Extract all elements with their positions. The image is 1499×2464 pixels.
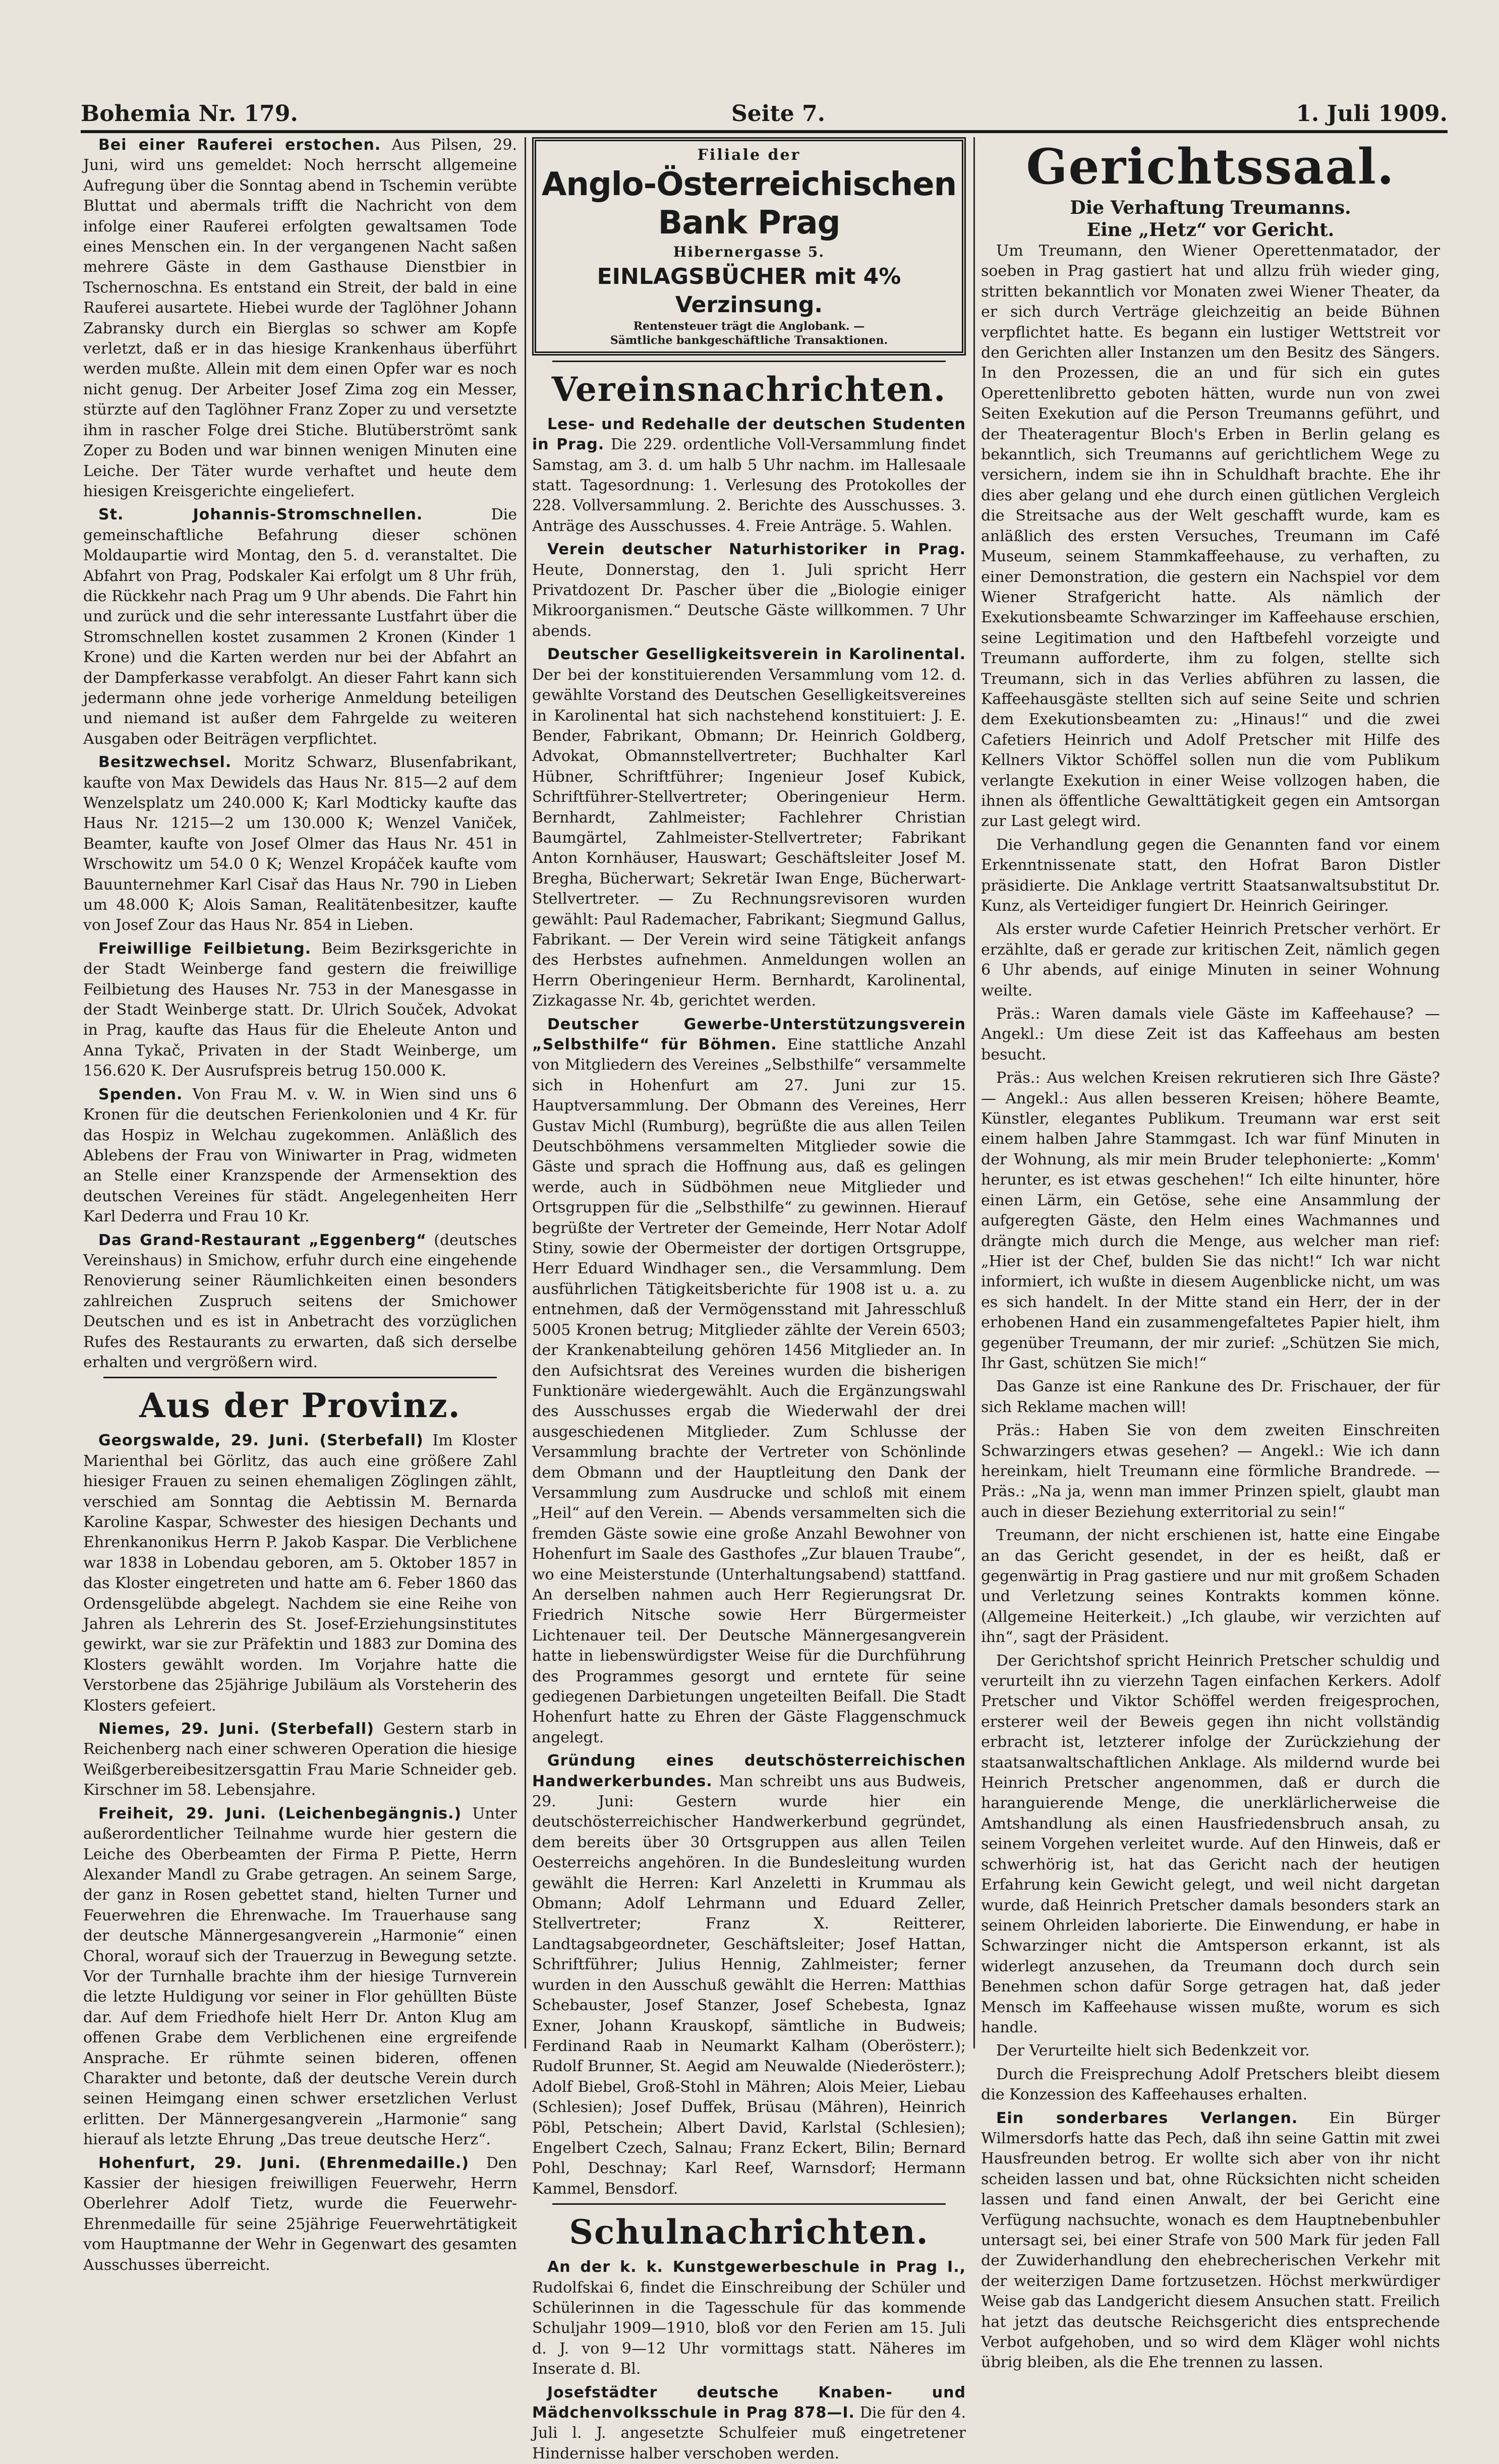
article-text: Präs.: Aus welchen Kreisen rekrutieren sich Ihre Gäste? — Angekl.: Aus allen besseren Kreisen; höhere Beamte, Künstler, elegantes Publikum. Treumann war erst seit einem halben Jahre Stammgast. Ich war fünf Minuten in der Wohnung, als mir mein Bruder telephonierte: „Komm' herunter, es ist etwas geschehen!“ Ich eilte hinunter, höre einen Lärm, ein Getöse, sehe eine Ansammlung der aufgeregten Gäste, den Helm eines Wachmannes und drängte mich durch die Menge, aus welcher man rief: „Hier ist der Chef, bulden Sie das nicht!“ Ich war nicht informiert, ich wußte in diesem Augenblicke nicht, um was es sich handelt. In der Mitte stand ein Herr, der in der erhobenen Hand ein zusammengefaltetes Papier hielt, ihm gegenüber Treumann, der mir zurief: „Schützen Sie mich, Ihr Gast, schützen Sie mich!“ xyxy=(981,1069,1440,1372)
article-heading: Niemes, 29. Juni. (Sterbefall) xyxy=(98,1720,374,1738)
article-heading: Hohenfurt, 29. Juni. (Ehrenmedaille.) xyxy=(98,2154,470,2172)
article-text: Die für den 4. Juli l. J. angesetzte Schulfeier muß eingetretener Hindernisse halber verschoben werden. xyxy=(532,2404,966,2462)
article-paragraph xyxy=(83,1431,517,1716)
article-paragraph xyxy=(981,1651,1440,2038)
ad-note: Rentensteuer trägt die Anglobank. — xyxy=(633,319,865,333)
article-text: Von Frau M. v. W. in Wien sind uns 6 Kronen für die deutschen Ferienkolonien und 4 Kr. für das Hospiz in Welchau zugekommen. Anläßlich des Ablebens der Frau von Winiwarter in Prag, widmeten an Stelle einer Kranzspende der Armensektion des deutschen Vereines für städt. Angelegenheiten Herr Karl Dederra und Frau 10 Kr. xyxy=(83,1085,517,1226)
article-text: Als erster wurde Cafetier Heinrich Pretscher verhört. Er erzählte, daß er gerade zur kritischen Zeit, nämlich gegen 6 Uhr abends, auf einige Minuten in seiner Wohnung weilte. xyxy=(981,920,1440,1000)
article-headline: Die Verhaftung Treumanns. xyxy=(1070,197,1351,218)
section-title-gerichtssaal: Gerichtssaal. xyxy=(1026,138,1395,195)
article-text: Den Kassier der hiesigen freiwilligen Feuerwehr, Herrn Oberlehrer Adolf Tietz, wurde die Feuerwehr-Ehrenmedaille für seine 25jährige Feuerwehrtätigkeit vom Hauptmanne der Wehr in Gegenwart des gesamten Ausschusses überreicht. xyxy=(83,2154,517,2274)
article-paragraph xyxy=(532,1751,966,2199)
article-paragraph xyxy=(83,1230,517,1373)
article-text: Präs.: Waren damals viele Gäste im Kaffeehause? — Angekl.: Um diese Zeit ist das Kaffeehaus am besten besucht. xyxy=(981,1005,1440,1064)
article-paragraph xyxy=(532,1015,966,1748)
article-text: Präs.: Haben Sie von dem zweiten Einschreiten Schwarzingers etwas gesehen? — Angekl.: Wie ich dann hereinkam, hielt Treumann eine förmliche Brandrede. — Präs.: „Na ja, wenn man immer Prinzen spielt, glaubt man auch in dieser Beziehung exterritorial zu sein!“ xyxy=(981,1422,1440,1521)
article-paragraph xyxy=(532,2257,966,2379)
article-heading: Deutscher Geselligkeitsverein in Karolinental. xyxy=(547,646,966,664)
article-text: Der Gerichtshof spricht Heinrich Pretscher schuldig und verurteilt ihn zu vierzehn Tagen einfachen Kerkers. Adolf Pretscher und Viktor Schöffel werden freigesprochen, ersterer weil der Beweis gegen ihn nicht vollständig erbracht ist, letzterer infolge der Zurückziehung der staatsanwaltschaftlichen Anklage. Als mildernd wurde bei Heinrich Pretscher angenommen, daß er durch die haranguierende Menge, die unerklärlicherweise die Amtshandlung als einen Hausfriedensbruch ansah, zu seinem Vorgehen verleitet wurde. Auf den Hinweis, daß er schwerhörig ist, hat das Gericht nach der heutigen Erfahrung kein Gewicht gelegt, und weil nicht dargetan wurde, daß Heinrich Pretscher damals besonders stark an seinem Ohrleiden laborierte. Die Einwendung, er habe in Schwarzinger nicht die Amtsperson erkannt, ist als widerlegt anzusehen, da Treumann doch durch sein Benehmen schon dafür Sorge getragen hat, daß jeder Mensch im Kaffeehause wissen mußte, worum es sich handle. xyxy=(981,1652,1440,2036)
article-text: Man schreibt uns aus Budweis, 29. Juni: Gestern wurde hier ein deutschösterreichischer Handwerkerbund gegründet, dem bereits über 30 Ortsgruppen aus allen Teilen Oesterreichs angehören. In die Bundesleitung wurden gewählt die Herren: Karl Anzeletti in Krummau als Obmann; Adolf Lehrmann und Eduard Zeller, Stellvertreter; Franz X. Reitterer, Landtagsabgeordneter, Geschäftsleiter; Josef Hattan, Schriftführer; Julius Hennig, Zahlmeister; ferner wurden in den Ausschuß gewählt die Herren: Matthias Schebauster, Josef Stanzer, Josef Schebesta, Ignaz Exner, Johann Krauskopf, sämtliche in Budweis; Ferdinand Raab in Neumarkt Kalham (Oberösterr.); Rudolf Brunner, St. Aegid am Neuwalde (Niederösterr.); Adolf Biebel, Groß-Stohl in Mähren; Alois Meier, Liebau (Schlesien); Josef Duffek, Brüsau (Mähren), Heinrich Pöbl, Petschein; Albert David, Karlstal (Schlesien); Engelbert Czech, Salnau; Franz Eckert, Bilin; Bernard Pohl, Deschnay; Karl Reef, Warnsdorf; Hermann Kammel, Bensdorf. xyxy=(532,1772,966,2198)
article-heading: Lese- und Redehalle der deutschen Studenten in Prag. xyxy=(532,415,966,454)
column-3 xyxy=(981,135,1440,2372)
article-heading: Freiwillige Feilbietung. xyxy=(98,940,312,958)
article-text: Die gemeinschaftliche Befahrung dieser schönen Moldaupartie wird Montag, den 5. d. veranstaltet. Die Abfahrt von Prag, Podskaler Kai erfolgt um 8 Uhr früh, die Rückkehr nach Prag um 9 Uhr abends. Die Fahrt hin und zurück und die sehr interessante Lustfahrt über die Stromschnellen kostet zusammen 2 Kronen (Kinder 1 Krone) und die Karten werden nur bei der Abfahrt an der Dampferkasse verabfolgt. An dieser Fahrt kann sich jedermann ohne jede vorherige Anmeldung beteiligen und niemand ist außer dem Fahrgelde zu weiteren Ausgaben oder Beiträgen verpflichtet. xyxy=(83,506,517,748)
column-2-body xyxy=(532,361,966,2464)
article-text: Der Verurteilte hielt sich Bedenkzeit vor. xyxy=(996,2042,1310,2060)
article-text: Moritz Schwarz, Blusenfabrikant, kaufte von Max Dewidels das Haus Nr. 815—2 auf dem Wenzelsplatz um 240.000 K; Karl Modticky kaufte das Haus Nr. 1215—2 um 130.000 K; Wenzel Vaniček, Beamter, kaufte von Josef Olmer das Haus Nr. 451 in Wrschowitz um 54.0 0 K; Wenzel Kropáček kaufte vom Bauunternehmer Karl Cisař das Haus Nr. 790 in Lieben um 48.000 K; Alois Saman, Realitätenbesitzer, kaufte von Josef Zour das Haus Nr. 854 in Lieben. xyxy=(83,753,517,934)
article-text: Beim Bezirksgerichte in der Stadt Weinberge fand gestern die freiwillige Feilbietung des Hauses Nr. 753 in der Manesgasse in der Stadt Weinberge statt. Dr. Ulrich Souček, Advokat in Prag, kaufte das Haus für die Eheleute Anton und Anna Tykač, Privaten in der Stadt Weinberge, um 156.620 K. Der Ausrufspreis betrug 150.000 K. xyxy=(83,940,517,1080)
ad-address: Hibernergasse 5. xyxy=(673,244,825,261)
article-text: Durch die Freisprechung Adolf Pretschers bleibt diesem die Konzession des Kaffeehauses erhalten. xyxy=(981,2065,1440,2104)
article-text: Der bei der konstituierenden Versammlung vom 12. d. gewählte Vorstand des Deutschen Geselligkeitsvereines in Karolinental hat sich nachstehend konstituiert: J. E. Bender, Fabrikant, Obmann; Dr. Heinrich Goldberg, Advokat, Obmannstellvertreter; Buchhalter Karl Hübner, Schriftführer; Ingenieur Josef Kubick, Schriftführer-Stellvertreter; Oberingenieur Herm. Bernhardt, Zahlmeister; Fachlehrer Christian Baumgärtel, Zahlmeister-Stellvertreter; Fabrikant Anton Kornhäuser, Hauswart; Geschäftsleiter Josef M. Bregha, Bücherwart; Sekretär Iwan Enge, Bücherwart-Stellvertreter. — Zu Rechnungsrevisoren wurden gewählt: Paul Rademacher, Fabrikant; Siegmund Gallus, Fabrikant. — Der Verein wird seine Tätigkeit anfangs des Herbstes aufnehmen. Anmeldungen wollen an Herrn Oberingenieur Herm. Bernhardt, Karolinental, Zizkagasse Nr. 4b, gerichtet werden. xyxy=(532,666,966,1010)
article-text: Treumann, der nicht erschienen ist, hatte eine Eingabe an das Gericht gesendet, in der es heißt, daß er gegenwärtig in Prag gastiere und nur mit großem Schaden und Verletzung seines Kontrakts kommen könne. (Allgemeine Heiterkeit.) „Ich glaube, wir verzichten auf ihn“, sagt der Präsident. xyxy=(981,1527,1440,1647)
article-paragraph xyxy=(83,1804,517,2150)
article-heading: Bei einer Rauferei erstochen. xyxy=(98,136,381,154)
page-number: Seite 7. xyxy=(731,101,826,127)
article-paragraph xyxy=(981,835,1440,917)
article-text: Rudolfskai 6, findet die Einschreibung der Schüler und Schülerinnen in die Tagesschule für das kommende Schuljahr 1909—1910, bloß vor den Ferien am 15. Juli d. J. von 9—12 Uhr vormittags statt. Näheres im Inserate d. Bl. xyxy=(532,2278,966,2378)
article-text: Die 229. ordentliche Voll-Versammlung findet Samstag, am 3. d. um halb 5 Uhr nachm. im Hallesaale statt. Tagesordnung: 1. Verlesung des Protokolles der 228. Vollversammlung. 2. Berichte des Ausschusses. 3. Anträge des Ausschusses. 4. Freie Anträge. 5. Wahlen. xyxy=(532,436,966,535)
column-rule xyxy=(973,137,975,2048)
article-paragraph xyxy=(981,2065,1440,2105)
section-rule xyxy=(103,1377,497,1378)
ad-note: Sämtliche bankgeschäftliche Transaktionen. xyxy=(610,333,888,347)
article-text: Ein Bürger Wilmersdorfs hatte das Pech, daß ihn seine Gattin mit zwei Hausfreunden betrog. Er wollte sich aber von ihr nicht scheiden lassen und bat, ohne Rücksichten nicht scheiden lassen und fand einen Anwalt, der bei Gericht eine Verfügung nachsuchte, wonach es dem Hauptnebenbuhler untersagt sei, bei einer Strafe von 500 Mark für jeden Fall der Zuwiderhandlung den ehebrecherischen Verkehr mit der weiterzigen Dame fortzusetzen. Höchst merkwürdiger Weise gab das Landgericht diesem Ansuchen statt. Freilich hat jetzt das deutsche Reichsgericht dies entsprechende Verbot aufgehoben, und so wird dem Kläger wohl nichts übrig bleiben, als die Ehe trennen zu lassen. xyxy=(981,2109,1440,2372)
article-heading: Spenden. xyxy=(98,1085,183,1103)
article-paragraph xyxy=(981,2041,1440,2061)
section-rule xyxy=(552,361,946,362)
article-paragraph xyxy=(532,644,966,1011)
article-heading: Ein sonderbares Verlangen. xyxy=(996,2109,1298,2127)
article-text: Heute, Donnerstag, den 1. Juli spricht Herr Privatdozent Dr. Pascher über die „Biologie einiger Mikroorganismen.“ Deutsche Gäste willkommen. 7 Uhr abends. xyxy=(532,561,966,640)
section-rule xyxy=(552,2203,946,2205)
section-title: Vereinsnachrichten. xyxy=(551,369,947,409)
article-heading: Gründung eines deutschösterreichischen Handwerkerbundes. xyxy=(532,1752,966,1790)
article-paragraph xyxy=(981,2108,1440,2373)
article-paragraph xyxy=(981,1421,1440,1522)
column-2 xyxy=(532,135,966,2462)
article-paragraph xyxy=(981,1068,1440,1374)
issue-date: 1. Juli 1909. xyxy=(1296,101,1448,127)
article-text: Um Treumann, den Wiener Operettenmatador, der soeben in Prag gastiert hat und allzu früh wieder ging, stritten bekanntlich vor Monaten zwei Wiener Theater, da er sich durch Verträge gleichzeitig an beide Bühnen verpflichtet hatte. Es begann ein lustiger Wettstreit vor den Gerichten aller Instanzen um den Besitz des Sängers. In den Prozessen, die an und für sich ein gutes Operettenlibretto geboten hätten, wurde nun von zwei Seiten Exekution auf die Person Treumanns geführt, und der Theateragentur Bloch's Erben in Berlin gelang es bekanntlich, sich Treumanns auf gerichtlichem Wege zu versichern, indem sie ihn in Schuldhaft brachte. Ehe ihr dies aber gelang und ehe durch einen gütlichen Vergleich die Streitsache aus der Welt geschafft wurde, kam es anläßlich des ersten Versuches, Treumann im Café Museum, seinem Stammkaffeehause, zu verhaften, zu einer Demonstration, die gestern ein Nachspiel vor dem Wiener Strafgericht hatte. Als nämlich der Exekutionsbeamte Schwarzinger im Kaffeehause erschien, seine Legitimation und den Haftbefehl vorzeigte und Treumann aufforderte, ihm zu folgen, stellte sich Treumann, sich in das Verlies abführen zu lassen, die Kaffeehausgäste stellten sich auf seine Seite und schrien dem Exekutionsbeamten zu: „Hinaus!“ und die zwei Cafetiers Heinrich und Adolf Pretscher mit Hilfe des Kellners Viktor Schöffel sollen nun die vom Publikum verlangte Exekution in einer Weise vollzogen haben, die ihnen als öffentliche Gewalttätigkeit gegen ein Amtsorgan zur Last gelegt wird. xyxy=(981,242,1440,831)
article-text: Eine stattliche Anzahl von Mitgliedern des Vereines „Selbsthilfe“ versammelte sich in Hohenfurt am 27. Juni zur 15. Hauptversammlung. Der Obmann des Vereines, Herr Gustav Michl (Rumburg), begrüßte die aus allen Teilen Deutschböhmens versammelten Mitglieder sowie die Gäste und sprach die Hoffnung aus, daß es gelingen werde, auch in Südböhmen neue Mitglieder und Ortsgruppen für die „Selbsthilfe“ zu gewinnen. Hierauf begrüßte der Vertreter der Gemeinde, Herr Notar Adolf Stiny, sowie der Obermeister der dortigen Ortsgruppe, Herr Eduard Windhager sen., die Versammlung. Dem ausführlichen Tätigkeitsberichte für 1908 ist u. a. zu entnehmen, daß der Vermögensstand mit Jahresschluß 5005 Kronen betrug; Mitglieder zählte der Verein 6503; der Krankenabteilung gehören 1456 Mitglieder an. In den Aufsichtsrat des Vereines wurden die bisherigen Funktionäre wiedergewählt. Auch die Ergänzungswahl des Ausschusses ergab die Wiederwahl der drei ausgeschiedenen Mitglieder. Zum Schlusse der Versammlung brachte der Vertreter von Schönlinde dem Obmann und der Hauptleitung den Dank der Versammlung zum Ausdrucke und schloß mit einem „Heil“ auf den Verein. — Abends versammelten sich die fremden Gäste sowie eine große Anzahl Bewohner von Hohenfurt im Saale des Gasthofes „Zur blauen Traube“, wo eine Meisterstunde (Unterhaltungsabend) stattfand. An derselben nahmen auch Herr Regierungsrat Dr. Friedrich Nitsche sowie Herr Bürgermeister Lichtenauer teil. Der Deutsche Männergesangverein hatte in liebenswürdigster Weise für die Durchführung des Programmes gesorgt und erntete für seine gediegenen Darbietungen ungeteilten Beifall. Die Stadt Hohenfurt hatte zu Ehren der Gäste Flaggenschmuck angelegt. xyxy=(532,1036,966,1746)
article-paragraph xyxy=(981,241,1440,832)
article-heading: An der k. k. Kunstgewerbeschule in Prag I., xyxy=(547,2258,966,2276)
article-heading: Verein deutscher Naturhistoriker in Prag. xyxy=(547,541,966,559)
article-text: Das Ganze ist eine Rankune des Dr. Frischauer, der für sich Reklame machen will! xyxy=(981,1378,1440,1416)
article-paragraph xyxy=(981,919,1440,1001)
section-title: Aus der Provinz. xyxy=(139,1386,461,1426)
column-3-body xyxy=(981,241,1440,2373)
header-rule xyxy=(81,130,1448,133)
article-heading: Georgswalde, 29. Juni. (Sterbefall) xyxy=(98,1432,424,1450)
article-paragraph xyxy=(981,1526,1440,1648)
section-title: Schulnachrichten. xyxy=(569,2212,929,2252)
page-header xyxy=(81,101,1448,131)
article-text: Im Kloster Marienthal bei Görlitz, das auch eine größere Zahl hiesiger Frauen zu seinen ehemaligen Zöglingen zählt, verschied am Sonntag die Aebtissin M. Bernarda Karoline Kaspar, Schwester des hiesigen Dechants und Ehrenkanonikus Herrn P. Jakob Kaspar. Die Verblichene war 1838 in Lobendau geboren, am 5. Oktober 1857 in das Kloster eingetreten und hatte am 6. Feber 1860 das Ordensgelübde abgelegt. Nachdem sie eine Reihe von Jahren als Lehrerin des St. Josef-Erziehungsinstitutes gewirkt, war sie zur Präfektin und 1883 zur Domina des Klosters gewählt worden. Im Vorjahre hatte die Verstorbene das 25jährige Jubiläum als Vorsteherin des Klosters gefeiert. xyxy=(83,1432,517,1715)
ad-bank-name: Anglo-Österreichischen Bank Prag xyxy=(541,166,957,242)
article-paragraph xyxy=(532,2383,966,2464)
article-paragraph xyxy=(83,2153,517,2275)
article-paragraph xyxy=(83,752,517,936)
ad-deposit-books: EINLAGSBÜCHER mit 4% Verzinsung. xyxy=(597,263,901,318)
bank-advertisement xyxy=(532,137,966,356)
article-heading: Das Grand-Restaurant „Eggenberg“ xyxy=(98,1231,427,1249)
article-paragraph xyxy=(83,939,517,1082)
article-paragraph xyxy=(981,1377,1440,1418)
article-text: Gestern starb in Reichenberg nach einer schweren Operation die hiesige Weißgerbereibesitzersgattin Frau Marie Schneider geb. Kirschner im 58. Lebensjahre. xyxy=(83,1720,517,1799)
column-1 xyxy=(83,135,517,2274)
ad-filiale: Filiale der xyxy=(697,146,801,164)
article-paragraph xyxy=(83,1085,517,1227)
article-heading: Besitzwechsel. xyxy=(98,753,232,772)
article-text: Die Verhandlung gegen die Genannten fand vor einem Erkenntnissenate statt, den Hofrat Baron Distler präsidierte. Die Anklage vertritt Staatsanwaltsubstitut Dr. Kunz, als Verteidiger fungiert Dr. Heinrich Geiringer. xyxy=(981,836,1440,915)
article-heading: Josefstädter deutsche Knaben- und Mädchenvolksschule in Prag 878—I. xyxy=(532,2383,966,2422)
article-text: Unter außerordentlicher Teilnahme wurde hier gestern die Leiche des Oberbeamten der Firma P. Piette, Herrn Alexander Mandl zu Grabe getragen. An seinem Sarge, der ganz in Rosen gebettet stand, hielten Turner und Feuerwehren die Ehrenwache. Im Trauerhause sang der deutsche Männergesangverein „Harmonie“ einen Choral, worauf sich der Trauerzug in Bewegung setzte. Vor der Turnhalle brachte ihm der hiesige Turnverein die letzte Huldigung vor seiner in Flor gehüllten Büste dar. Auf dem Friedhofe hielt Herr Dr. Anton Klug am offenen Grabe dem Verblichenen eine ergreifende Ansprache. Er rühmte seinen bideren, offenen Charakter und betonte, daß der deutsche Verein durch seinen Heimgang einen schwer ersetzlichen Verlust erlitten. Der Männergesangverein „Harmonie“ sang hierauf als letzte Ehrung „Das treue deutsche Herz“. xyxy=(83,1804,517,2149)
article-paragraph xyxy=(981,1004,1440,1065)
article-paragraph xyxy=(83,1719,517,1801)
issue-number: Bohemia Nr. 179. xyxy=(81,101,298,127)
article-paragraph xyxy=(532,540,966,641)
article-heading: St. Johannis-Stromschnellen. xyxy=(98,506,423,524)
article-subheadline: Eine „Hetz“ vor Gericht. xyxy=(1086,219,1335,241)
column-rule xyxy=(525,137,526,2048)
article-paragraph xyxy=(532,415,966,537)
article-heading: Freiheit, 29. Juni. (Leichenbegängnis.) xyxy=(98,1804,462,1823)
article-text: (deutsches Vereinshaus) in Smichow, erfuhr durch eine eingehende Renovierung seiner Räumlichkeiten einen besonders zahlreichen Zuspruch seitens der Smichower Deutschen und es ist in Anbetracht des vorzüglichen Rufes des Restaurants zu erwarten, daß sich derselbe erhalten und vergrößern wird. xyxy=(83,1231,517,1371)
article-text: Aus Pilsen, 29. Juni, wird uns gemeldet: Noch herrscht allgemeine Aufregung über die Sonntag abend in Tschemin verübte Bluttat und abermals trifft die Nachricht von dem infolge einer Rauferei erfolgten gewaltsamen Tode eines Menschen ein. In der vergangenen Nacht saßen mehrere Gäste in dem Gasthause Dienstbier in Tschernoschna. Es entstand ein Streit, der bald in eine Rauferei ausartete. Hiebei wurde der Taglöhner Johann Zabransky durch ein Bierglas so schwer am Kopfe verletzt, daß er in das hiesige Krankenhaus überführt werden mußte. Allein mit dem einen Opfer war es noch nicht genug. Der Arbeiter Josef Zima zog ein Messer, stürzte auf den Taglöhner Franz Zoper zu und versetzte ihm in rascher Folge drei Stiche. Blutüberströmt sank Zoper zu Boden und war binnen wenigen Minuten eine Leiche. Der Täter wurde verhaftet und heute dem hiesigen Kreisgerichte eingeliefert. xyxy=(83,136,517,500)
article-paragraph xyxy=(83,505,517,749)
article-heading: Deutscher Gewerbe-Unterstützungsverein „Selbsthilfe“ für Böhmen. xyxy=(532,1015,966,1053)
article-paragraph xyxy=(83,135,517,502)
